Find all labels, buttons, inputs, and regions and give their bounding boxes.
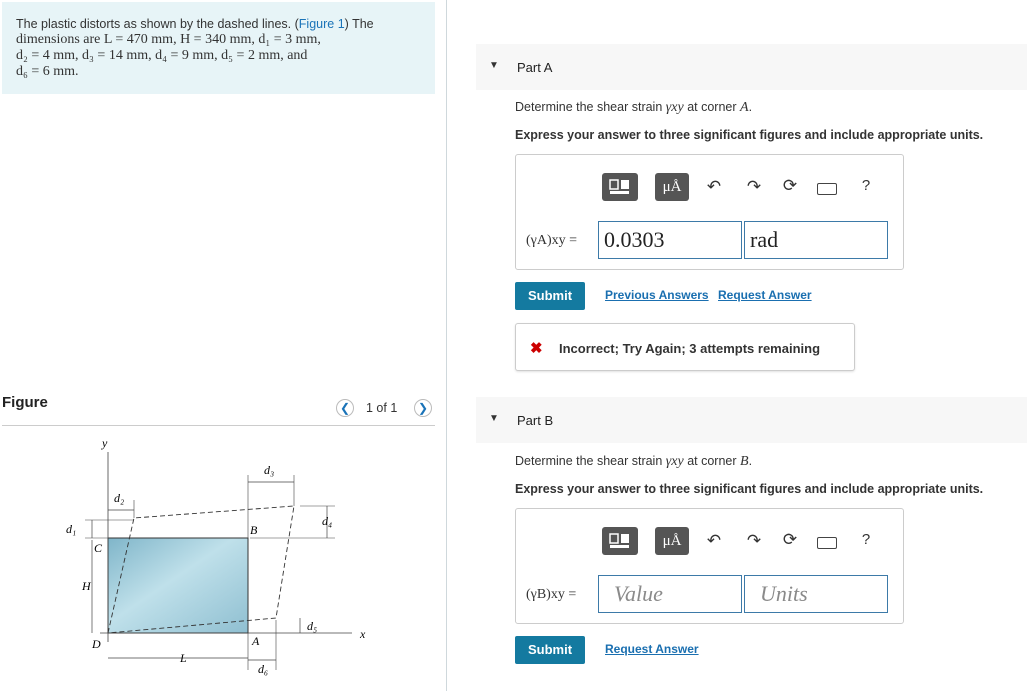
figure-divider [2, 425, 435, 426]
template-grid-icon[interactable] [602, 173, 638, 201]
part-b-request-answer-link[interactable]: Request Answer [605, 642, 699, 656]
units-button[interactable]: μÅ [655, 173, 689, 201]
question-text-2: at corner [683, 454, 740, 468]
label-D: D [92, 637, 101, 651]
label-d5: d₅ [307, 619, 318, 633]
reset-icon[interactable]: ⟳ [782, 176, 798, 195]
part-b-submit-button[interactable]: Submit [515, 636, 585, 664]
redo-icon[interactable]: ↷ [746, 177, 762, 196]
question-corner: A [740, 100, 749, 115]
figure-pager: 1 of 1 [366, 401, 398, 415]
collapse-triangle-icon[interactable]: ▼ [489, 60, 499, 71]
question-symbol: γxy [665, 454, 684, 469]
plastic-plate [108, 538, 248, 633]
question-end: . [748, 454, 753, 468]
undo-icon[interactable]: ↶ [706, 531, 722, 550]
keyboard-icon[interactable] [817, 183, 837, 195]
part-a-submit-button[interactable]: Submit [515, 282, 585, 310]
undo-icon[interactable]: ↶ [706, 177, 722, 196]
figure-title: Figure [2, 394, 48, 411]
figure-diagram [0, 430, 440, 691]
part-b-title[interactable]: Part B [517, 413, 554, 428]
label-x: x [360, 627, 366, 641]
part-b-header[interactable] [476, 397, 1027, 443]
label-d3: d₃ [264, 463, 275, 477]
incorrect-x-icon: ✖ [530, 340, 543, 357]
redo-icon[interactable]: ↷ [746, 531, 762, 550]
label-d1: d₁ [66, 522, 77, 536]
part-b-units-input[interactable]: Units [744, 575, 888, 613]
problem-intro-end: ) The [344, 17, 374, 31]
chevron-left-icon[interactable]: ❮ [336, 399, 354, 417]
part-b-eq-label: (γB)xy = [526, 587, 577, 602]
help-button[interactable]: ? [861, 177, 871, 194]
label-H: H [82, 579, 91, 593]
label-d2: d₂ [114, 491, 125, 505]
part-a-request-answer-link[interactable]: Request Answer [718, 288, 812, 302]
part-a-instruction: Express your answer to three significant figures and include appropriate units. [515, 128, 984, 142]
feedback-text: Incorrect; Try Again; 3 attempts remaining [559, 341, 821, 356]
label-A: A [252, 634, 260, 648]
part-b-answer-box [515, 508, 904, 624]
chevron-right-icon[interactable]: ❯ [414, 399, 432, 417]
keyboard-icon[interactable] [817, 537, 837, 549]
previous-answers-link[interactable]: Previous Answers [605, 288, 709, 302]
collapse-triangle-icon[interactable]: ▼ [489, 413, 499, 424]
reset-icon[interactable]: ⟳ [782, 530, 798, 549]
column-divider [446, 0, 447, 691]
part-b-question [515, 454, 752, 470]
question-text: Determine the shear strain [515, 100, 666, 114]
part-a-answer-box [515, 154, 904, 270]
help-button[interactable]: ? [861, 531, 871, 548]
question-corner: B [740, 454, 749, 469]
label-d4: d₄ [322, 514, 333, 528]
label-C: C [94, 541, 103, 555]
question-symbol: γxy [665, 100, 684, 115]
template-grid-icon[interactable] [602, 527, 638, 555]
label-L: L [180, 651, 187, 665]
label-B: B [250, 523, 258, 537]
question-end: . [748, 100, 753, 114]
part-a-units-input[interactable]: rad [744, 221, 888, 259]
problem-line-3: d₂ = 4 mm, d₃ = 14 mm, d₄ = 9 mm, d₅ = 2 mm, and [16, 48, 308, 63]
label-y: y [102, 436, 108, 450]
part-a-value-input[interactable]: 0.0303 [598, 221, 742, 259]
part-a-header[interactable] [476, 44, 1027, 90]
problem-line-2: dimensions are L = 470 mm, H = 340 mm, d₁ = 3 mm, [16, 32, 321, 47]
problem-line-4: d₆ = 6 mm. [16, 64, 79, 79]
figure-link[interactable]: Figure 1 [298, 17, 345, 31]
units-button[interactable]: μÅ [655, 527, 689, 555]
question-text-2: at corner [683, 100, 740, 114]
part-a-title[interactable]: Part A [517, 60, 553, 75]
problem-statement [2, 2, 435, 94]
problem-intro: The plastic distorts as shown by the dashed lines. ( [16, 17, 299, 31]
part-b-instruction: Express your answer to three significant figures and include appropriate units. [515, 482, 984, 496]
part-a-eq-label: (γA)xy = [526, 233, 578, 248]
part-a-question [515, 100, 752, 116]
part-a-feedback [515, 323, 855, 371]
part-b-value-input[interactable]: Value [598, 575, 742, 613]
question-text: Determine the shear strain [515, 454, 666, 468]
label-d6: d₆ [258, 662, 269, 676]
